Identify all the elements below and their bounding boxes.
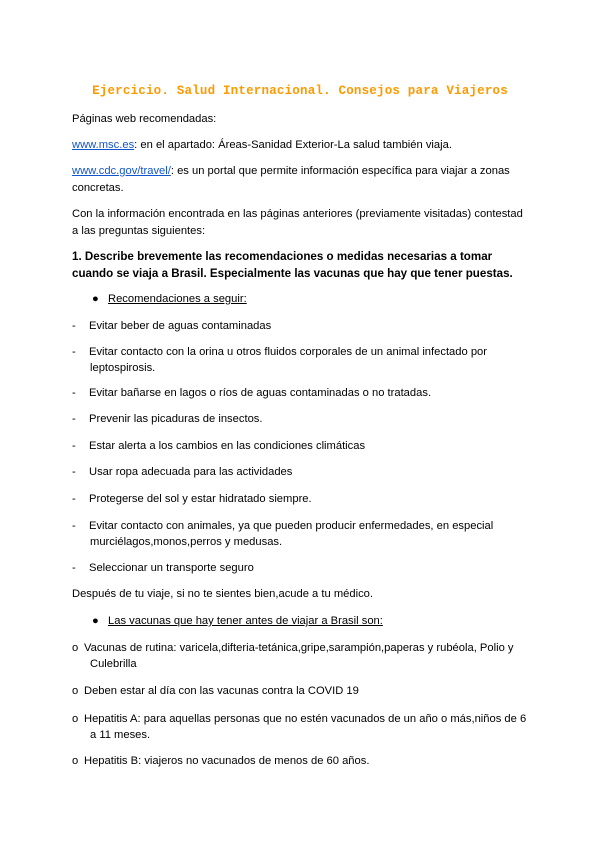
list-item-text: Usar ropa adecuada para las actividades xyxy=(89,466,293,478)
list-item-text: Prevenir las picaduras de insectos. xyxy=(89,413,263,425)
list-item xyxy=(72,318,532,334)
list-item xyxy=(72,711,542,743)
dash-marker: - xyxy=(72,413,76,425)
msc-description: : en el apartado: Áreas-Sanidad Exterior-La salud también viaja. xyxy=(134,139,452,151)
dash-marker: - xyxy=(72,562,76,574)
list-item-text: Evitar beber de aguas contaminadas xyxy=(89,320,272,332)
list-item xyxy=(72,464,532,480)
question-text: 1. Describe brevemente las recomendaciones o medidas necesarias a tomar cuando se viaja a Brasil. Especialmente las vacunas que hay que tener puestas. xyxy=(72,250,513,280)
cdc-link[interactable]: www.cdc.gov/travel/ xyxy=(72,165,171,177)
list-item xyxy=(72,753,542,769)
bullet-icon: ● xyxy=(92,293,99,305)
vaccines-heading-label: Las vacunas que hay tener antes de viajar a Brasil son: xyxy=(108,615,383,627)
list-item-continuation: murciélagos,monos,perros y medusas. xyxy=(90,536,283,548)
msc-link[interactable]: www.msc.es xyxy=(72,139,135,151)
bullet-icon: ● xyxy=(92,615,99,627)
list-item xyxy=(72,683,542,699)
list-item-text: Deben estar al día con las vacunas contra la COVID 19 xyxy=(84,685,359,697)
list-item xyxy=(72,560,532,576)
list-item xyxy=(72,411,532,427)
list-item-text: Seleccionar un transporte seguro xyxy=(89,562,254,574)
dash-marker: - xyxy=(72,520,76,532)
recommendations-heading-label: Recomendaciones a seguir: xyxy=(108,293,247,305)
dash-marker: - xyxy=(72,440,76,452)
list-item-text: Evitar bañarse en lagos o ríos de aguas contaminadas o no tratadas. xyxy=(89,387,432,399)
cdc-description: : es un portal que permite información específica para viajar a zonas concretas. xyxy=(72,165,510,194)
after-trip-note: Después de tu viaje, si no te sientes bien,acude a tu médico. xyxy=(72,588,374,600)
circle-marker: o xyxy=(72,755,79,767)
dash-marker: - xyxy=(72,320,76,332)
list-item xyxy=(72,438,532,454)
list-item-continuation: a 11 meses. xyxy=(90,729,151,741)
list-item-text: Vacunas de rutina: varicela,difteria-tetánica,gripe,sarampión,paperas y rubéola, Polio y xyxy=(84,642,514,654)
list-item xyxy=(72,344,532,376)
list-item-text: Evitar contacto con animales, ya que pueden producir enfermedades, en especial xyxy=(89,520,494,532)
list-item-text: Evitar contacto con la orina u otros fluidos corporales de un animal infectado por xyxy=(89,346,488,358)
dash-marker: - xyxy=(72,346,76,358)
circle-marker: o xyxy=(72,642,79,654)
vaccines-heading xyxy=(92,613,383,629)
dash-marker: - xyxy=(72,493,76,505)
list-item-continuation: leptospirosis. xyxy=(90,362,156,374)
intro-text: Páginas web recomendadas: xyxy=(72,113,217,125)
dash-marker: - xyxy=(72,466,76,478)
list-item-text: Estar alerta a los cambios en las condiciones climáticas xyxy=(89,440,366,452)
list-item xyxy=(72,518,532,550)
link-paragraph-cdc xyxy=(72,163,532,197)
list-item xyxy=(72,491,532,507)
list-item xyxy=(72,385,532,401)
list-item-continuation: Culebrilla xyxy=(90,658,137,670)
circle-marker: o xyxy=(72,713,79,725)
dash-marker: - xyxy=(72,387,76,399)
link-paragraph-msc xyxy=(72,137,532,154)
list-item-text: Protegerse del sol y estar hidratado siempre. xyxy=(89,493,312,505)
document-title: Ejercicio. Salud Internacional. Consejos para Viajeros xyxy=(92,84,508,98)
list-item xyxy=(72,640,542,672)
instruction-text: Con la información encontrada en las páginas anteriores (previamente visitadas) contestad a las preguntas siguientes: xyxy=(72,208,523,237)
circle-marker: o xyxy=(72,685,79,697)
list-item-text: Hepatitis A: para aquellas personas que no estén vacunados de un año o más,niños de 6 xyxy=(84,713,527,725)
recommendations-heading xyxy=(92,291,247,307)
list-item-text: Hepatitis B: viajeros no vacunados de menos de 60 años. xyxy=(84,755,370,767)
